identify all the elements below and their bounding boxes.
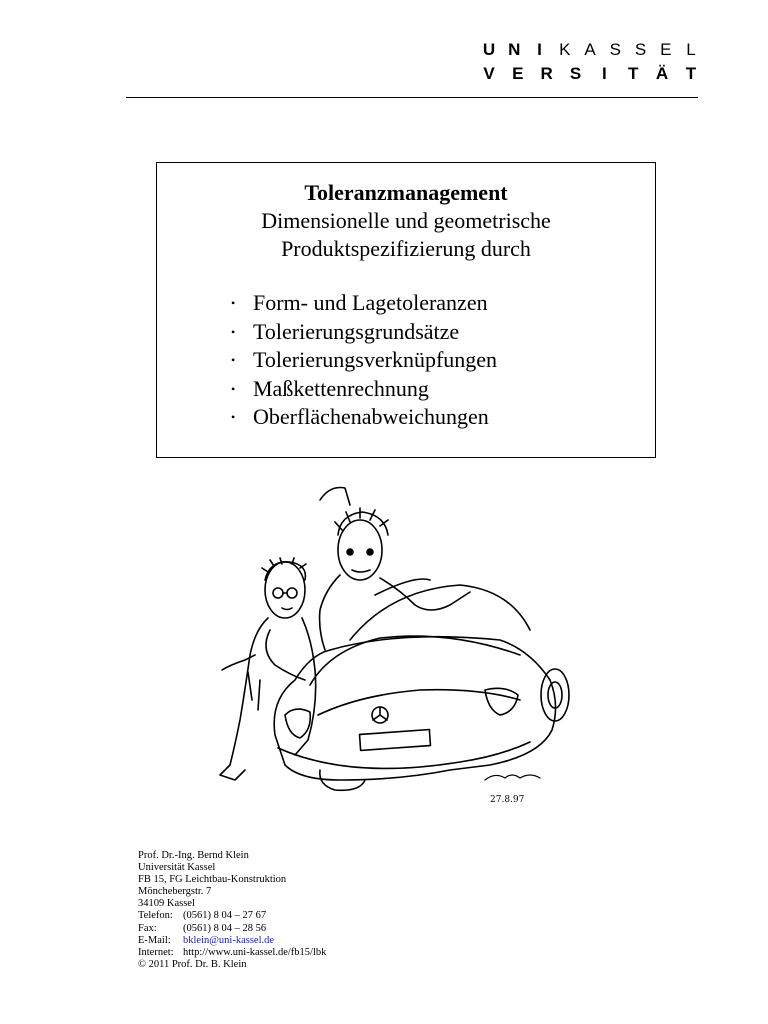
logo-letter: E [512,64,524,83]
internet-label: Internet: [138,946,174,958]
topic-item [231,318,497,347]
phone-row [138,910,326,922]
email-label: E-Mail: [138,934,171,946]
internet-link[interactable]: http://www.uni-kassel.de/fb15/lbk [183,946,327,958]
fax-label: Fax: [138,922,157,934]
title-box [156,162,656,458]
cartoon-date: 27.8.97 [490,795,525,805]
fax-row [138,923,326,935]
logo-letter: E [660,40,672,59]
contact-footer [138,850,326,971]
logo-letter: Ä [655,64,669,83]
logo-letter: T [628,64,639,83]
author-name: Prof. Dr.-Ing. Bernd Klein [138,850,249,861]
street-address: Mönchebergstr. 7 [138,886,212,898]
topic-item [231,289,497,318]
topic-list [231,289,497,432]
internet-row [138,947,326,959]
copyright: © 2011 Prof. Dr. B. Klein [138,958,247,970]
logo-letter: S [569,64,582,83]
logo-letter: I [602,64,607,83]
cartoon-illustration [200,480,570,810]
logo-letter: V [483,64,495,83]
document-title: Toleranzmanagement [304,180,508,205]
logo-letter: S [609,40,621,59]
university-name: Universität Kassel [138,862,216,874]
topic-label: Form- und Lagetoleranzen [253,290,488,315]
bullet-icon: • [231,353,236,368]
topic-item [231,403,497,432]
logo-letter: U [482,40,496,59]
document-subtitle-line-1: Dimensionelle und geometrische [261,208,551,233]
topic-label: Tolerierungsgrundsätze [253,318,460,344]
email-link[interactable]: bklein@uni-kassel.de [183,934,275,946]
logo-letter: S [634,40,647,59]
topic-item [231,375,497,404]
bullet-icon: • [231,381,236,396]
logo-row-1 [480,38,700,62]
email-row [138,935,326,947]
logo-letter: A [584,40,596,59]
logo-letter: L [686,40,696,59]
phone-label: Telefon: [138,910,173,922]
department: FB 15, FG Leichtbau-Konstruktion [138,874,287,886]
logo-letter: K [559,40,571,59]
topic-label: Maßkettenrechnung [253,375,429,401]
logo-row-2 [480,62,700,86]
fax-value: (0561) 8 04 – 28 56 [183,922,267,934]
university-logo [480,38,700,86]
logo-letter: T [685,64,697,83]
phone-value: (0561) 8 04 – 27 67 [183,910,267,922]
logo-letter: N [508,40,521,59]
topic-label: Tolerierungsverknüpfungen [253,347,498,372]
bullet-icon: • [231,324,236,339]
document-subtitle-line-2: Produktspezifizierung durch [281,236,531,261]
logo-letter: I [537,40,542,59]
bullet-icon: • [231,410,236,425]
logo-letter: R [540,64,553,83]
header-rule [126,97,698,98]
topic-item [231,346,497,375]
city: 34109 Kassel [138,898,195,910]
topic-label: Oberflächenabweichungen [253,404,489,429]
bullet-icon: • [231,296,236,311]
